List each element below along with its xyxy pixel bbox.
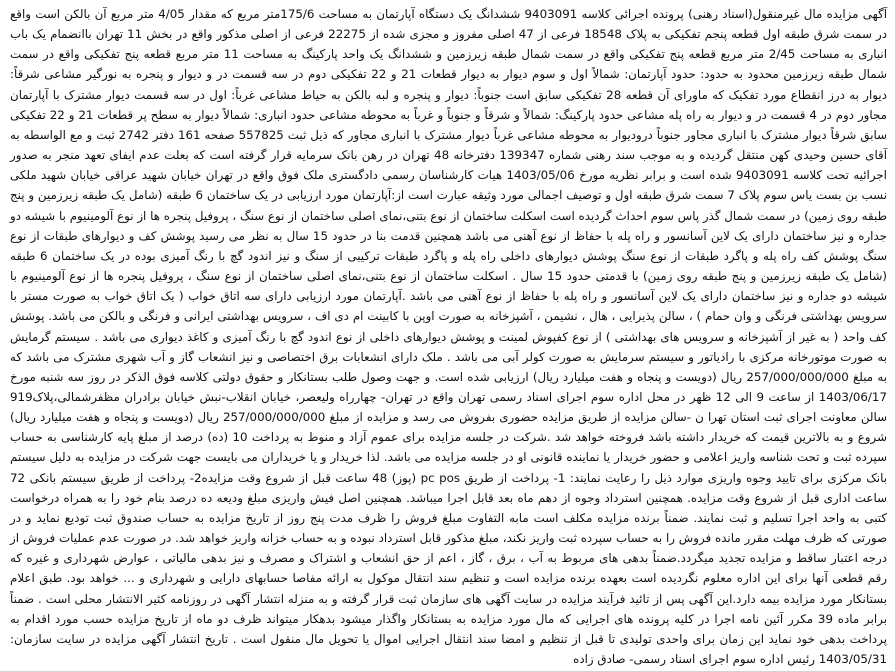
notice-body-text: آگهی مزایده مال غیرمنقول(اسناد رهنی) پرونده اجرائی کلاسه 9403091 ششدانگ یک دستگاه آپارتمان به مساحت 175/6متر مربع که مقدار 4/05 متر مربع آن بالکن است واقع در سمت شرق طبقه اول قطعه پنجم تفکیکی به پلاک 18548 فرعی از 47 اصلی مفروز و مجزی شده از 22275 فرعی از اصلی مذکور واقع در بخش 11 تهران باانضمام یک باب انباری به مساحت 2/45 متر مربع قطعه پنج تفکیکی واقع در سمت شمال طبقه زیرزمین و ششدانگ یک واحد پارکینگ به مساحت 11 متر مربع قطعه پنج تفکیکی واقع در سمت شمال طبقه زیرزمین محدود به حدود: حدود آپارتمان: شمالاً اول و سوم دیوار به دیوار قطعات 21 و 22 تفکیکی دوم در سه قسمت در و دیوار و پنجره به نورگیر مشاعی شرقاً: دیوار به درز انقطاع مورد تفکیک که ماورای آن قطعه 28 تفکیکی سابق است جنوباً: دیوار و پنجره و لبه بالکن به حیاط مشاعی غرباً: اول در سه قسمت دیوار مشترک با آپارتمان مجاور دوم در 4 قسمت در و دیوار به راه پله مشاعی حدود پارکینگ: شمالاً و شرقاً و جنوباً و غرباً به محوطه مشاعی حدود انباری: شمالاً دیوار به سطح پر قطعات 21 و 22 تفکیکی سابق شرقاً دیوار مشترک با انباری مجاور جنوباً درودیوار به محوطه مشاعی غرباً دیوار مشترک با انباری مجاور که ذیل ثبت 557825 صفحه 161 دفتر 2742 ثبت و مع الواسطه به آقای حسین وحیدی کهن منتقل گردیده و به موجب سند رهنی شماره 139347 دفترخانه 48 تهران در رهن بانک سرمایه قرار گرفته است که بعلت عدم ایفای تعهد منجر به صدور اجرائیه تحت کلاسه 9403091 شده است و برابر نظریه مورخ 1403/05/06 هیات کارشناسان رسمی دادگستری ملک فوق واقع در تهران خیابان شهید عراقی خیابان شهید ملکی نسب بن بست یاس سوم پلاک 7 سمت شرق طبقه اول و توصیف اجمالی مورد وثیقه عبارت است از:آپارتمان مورد ارزیابی در یک ساختمان 6 طبقه (شامل یک طبقه زیرزمین و پنج طبقه روی زمین) در سمت شمال گذر پاس سوم احداث گردیده است اسکلت ساختمان از نوع بتنی،نمای اصلی ساختمان از نوع سنگ ، پروفیل پنجره ها از نوع آلومینیوم با شیشه دو جداره و نیز ساختمان دارای یک لاین آسانسور و راه پله با حفاظ از نوع آهنی می باشد همچنین قدمت بنا در حدود 15 سال به نظر می رسید پوشش کف و دیوارهای طبقات از نوع سنگ پوشش کف راه پله و پاگرد طبقات از نوع سنگ پوشش دیوارهای داخلی راه پله و پاگرد طبقات ترکیبی از سنگ و نیز اندود گچ با رنگ آمیزی بوده در یک ساختمان 6 طبقه (شامل یک طبقه زیرزمین و پنج طبقه روی زمین) با قدمتی حدود 15 سال . اسکلت ساختمان از نوع بتنی،نمای اصلی ساختمان از نوع سنگ ، پروفیل پنجره ها از نوع آلومینیوم با شیشه دو جداره و نیز ساختمان دارای یک لاین آسانسور و راه پله با حفاظ از نوع آهنی می باشد .آپارتمان مورد ارزیابی دارای سه اتاق خواب ( یک اتاق خواب به صورت مستر با سرویس بهداشتی فرنگی و وان حمام ) ، سالن پذیرایی ، هال ، نشیمن ، آشپزخانه به صورت اوپن با کابینت ام دی اف ، سرویس بهداشتی ایرانی و فرنگی و بالکن می باشد. پوشش کف واحد ( به غیر از آشپزخانه و سرویس های بهداشتی ) از نوع کفپوش لمینت و پوشش دیوارهای داخلی از نوع اندود گچ با رنگ آمیزی و کاغذ دیواری می باشد . سیستم گرمایش به صورت موتورخانه مرکزی با رادیاتور و سیستم سرمایش به صورت کولر آبی می باشد . ملک دارای انشعابات برق اختصاصی و نیز انشعاب گاز و آب شهری مشترک می باشد که به مبلغ 257/000/000/000 ریال (دویست و پنجاه و هفت میلیارد ریال) ارزیابی شده است. و جهت وصول طلب بستانکار و حقوق دولتی کلاسه فوق الذکر در روز سه شنبه مورخ 1403/06/17 از ساعت 9 الی 12 ظهر در محل اداره سوم اجرای اسناد رسمی تهران واقع در تهران- چهارراه ولیعصر، خیابان انقلاب-نبش خیابان برادران مظفرشمالی،پلاک919 سالن معاونت اجرای ثبت استان تهرا ن -سالن مزایده از طریق مزایده حضوری بفروش می رسد و مزایده از مبلغ 257/000/000/000 ریال (دویست و پنجاه و هفت میلیارد ریال) شروع و به بالاترین قیمت که خریدار داشته باشد فروخته خواهد شد .شرکت در جلسه مزایده برای عموم آزاد و منوط به پرداخت 10 (ده) درصد از مبلغ پایه کارشناسی به حساب سپرده ثبت و تحت شناسه واریز اعلامی و حضور خریدار یا نماینده قانونی او در جلسه مزایده می باشد. لذا خریدار و یا خریداران می بایست جهت شرکت در مزایده به دلیل سیستم بانک مرکزی برای تایید وجوه واریزی موارد ذیل را رعایت نمایند: 1- پرداخت از طریق pc pos (پوز) 48 ساعت قبل از شروع وقت مزایده2- پرداخت از طریق سیستم بانکی 72 ساعت اداری قبل از شروع وقت مزایده. همچنین استرداد وجوه از دهم ماه بعد قابل اجرا میباشد. همچنین اصل فیش واریزی مبلغ ودیعه ده درصد بنام خود را به همراه درخواست کتبی به واحد اجرا تسلیم و ثبت نمایند. ضمناً برنده مزایده مکلف است مابه التفاوت مبلغ فروش را ظرف مدت پنج روز از تاریخ مزایده به حساب صندوق ثبت تودیع نماید و در صورتی که ظرف مهلت مقرر مانده فروش را به حساب سپرده ثبت واریز نکند، مبلغ مذکور قابل استرداد نبوده و به حساب خزانه واریز خواهد شد. در صورت عدم عملیات فروش از درجه اعتبار ساقط و مزایده تجدید میگردد.ضمناً بدهی های مربوط به آب ، برق ، گاز ، اعم از حق انشعاب و اشتراک و مصرف و نیز بدهی مالیاتی ، عوارض شهرداری و غیره که رقم قطعی آنها برای این اداره معلوم نگردیده است بعهده برنده مزایده است و تنظیم سند انتقال موکول به ارائه مفاصا حسابهای دارایی و شهرداری و ... خواهد بود. طبق اعلام بستانکار مورد مزایده بیمه دارد.این آگهی پس از تائید فرآیند مزایده در سایت آگهی های سازمان ثبت قرار گرفته و به منزله انتشار آگهی در روزنامه کثیر الانتشار محلی است . ضمناً برابر ماده 39 مکرر آئین نامه اجرا در کلیه پرونده های اجرایی که مال مورد مزایده به بستانکار واگذار میشود بدهکار میتواند ظرف دو ماه از تاریخ مزایده حسب مورد اقدام به پرداخت بدهی خود نماید این زمان برای واحدی تولیدی تا قبل از تنظیم و امضا سند انتقال اجرایی اموال یا تحویل مال منقول است . تاریخ انتشار آگهی مزایده در سایت سازمان: 1403/05/31 رئیس اداره سوم اجرای اسناد رسمی- صادق زاده — [10, 7, 888, 666]
